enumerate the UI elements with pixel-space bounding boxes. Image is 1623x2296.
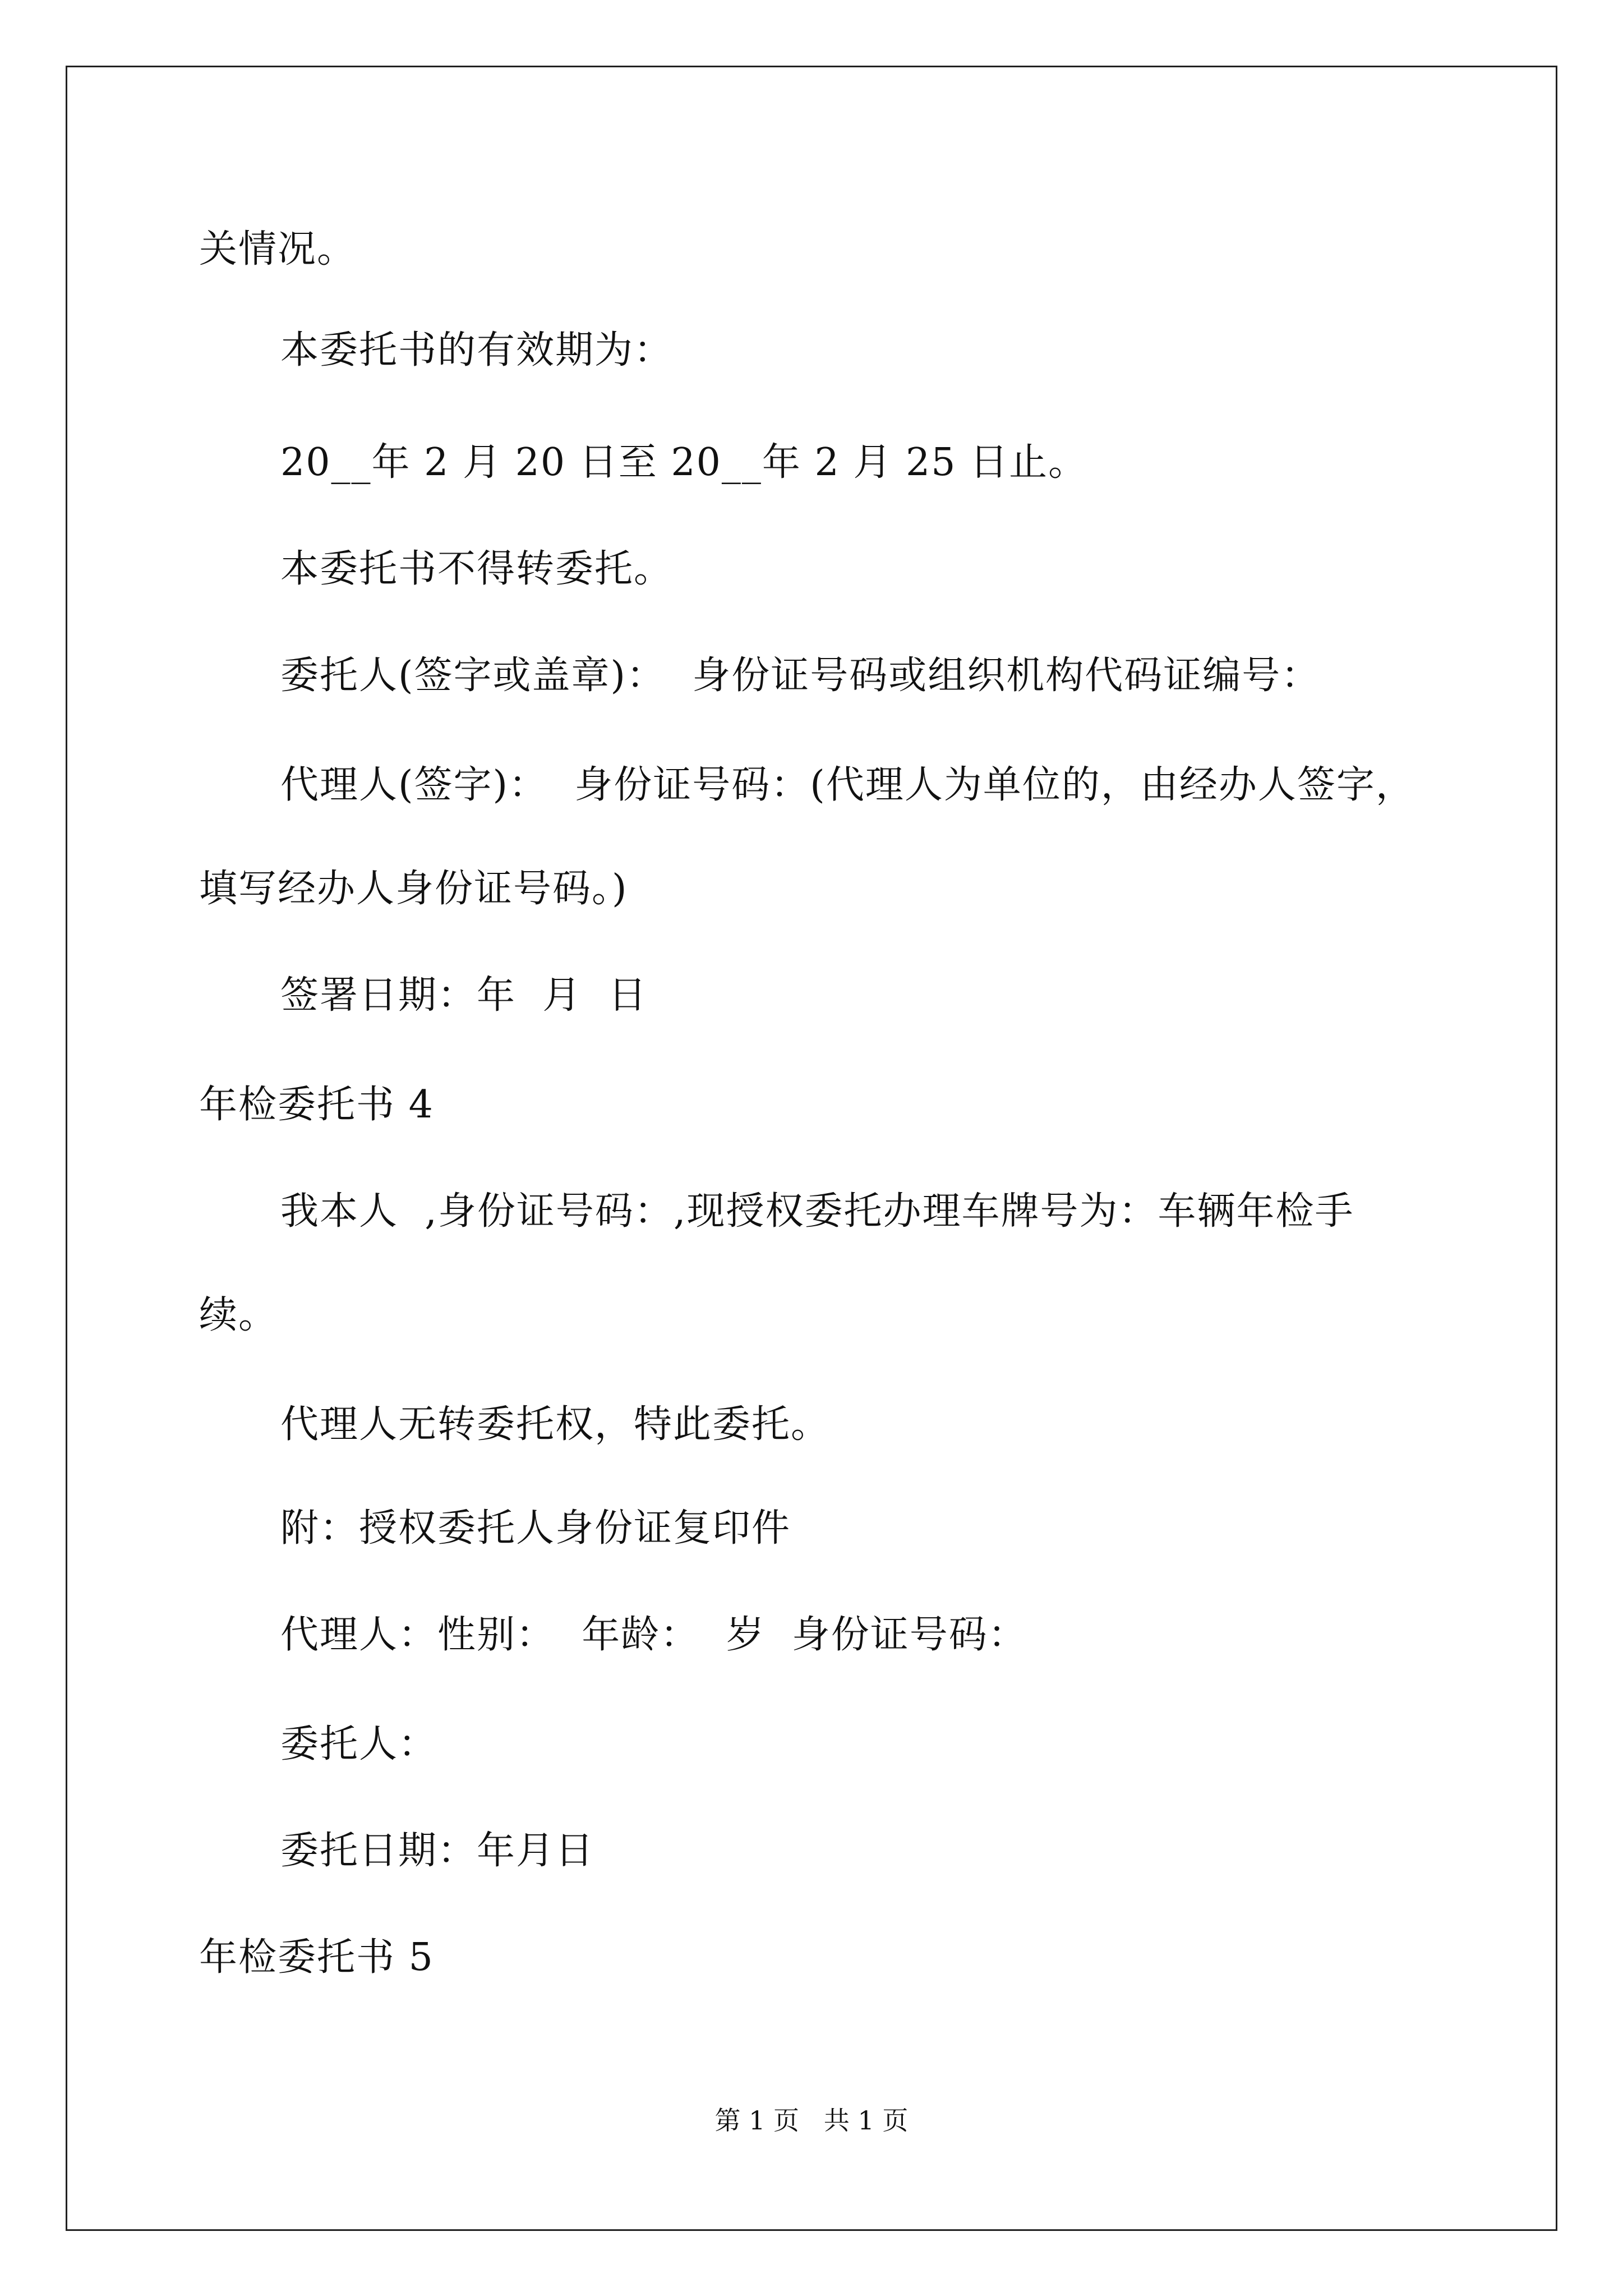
agent-id-note: 填写经办人身份证号码。)	[199, 867, 628, 911]
section-heading-4: 年检委托书 4	[199, 1083, 434, 1127]
section-heading-5: 年检委托书 5	[199, 1935, 434, 1980]
principal-signature: 委托人(签字或盖章)： 身份证号码或组织机构代码证编号：	[280, 654, 1321, 698]
principal-label: 委托人：	[280, 1722, 438, 1766]
page-footer: 第 1 页 共 1 页	[714, 2105, 909, 2136]
authorization-text-cont: 续。	[199, 1293, 278, 1337]
signing-date: 签署日期：年 月 日	[280, 973, 648, 1018]
validity-period: 20__年 2 月 20 日至 20__年 2 月 25 日止。	[280, 440, 1088, 485]
no-subdelegation: 本委托书不得转委托。	[280, 547, 674, 591]
attachment-note: 附：授权委托人身份证复印件	[280, 1506, 791, 1550]
no-transfer-statement: 代理人无转委托权，特此委托。	[280, 1402, 831, 1447]
page-border	[66, 66, 1557, 2231]
validity-heading: 本委托书的有效期为：	[280, 328, 674, 372]
agent-signature: 代理人(签字)： 身份证号码：(代理人为单位的，由经办人签字，	[280, 763, 1415, 807]
authorization-text: 我本人 ,身份证号码：,现授权委托办理车牌号为：车辆年检手	[280, 1189, 1354, 1234]
text-line-continuation: 关情况。	[199, 227, 357, 272]
agent-details: 代理人：性别： 年龄： 岁 身份证号码：	[280, 1613, 1027, 1657]
entrust-date: 委托日期：年月日	[280, 1829, 595, 1873]
